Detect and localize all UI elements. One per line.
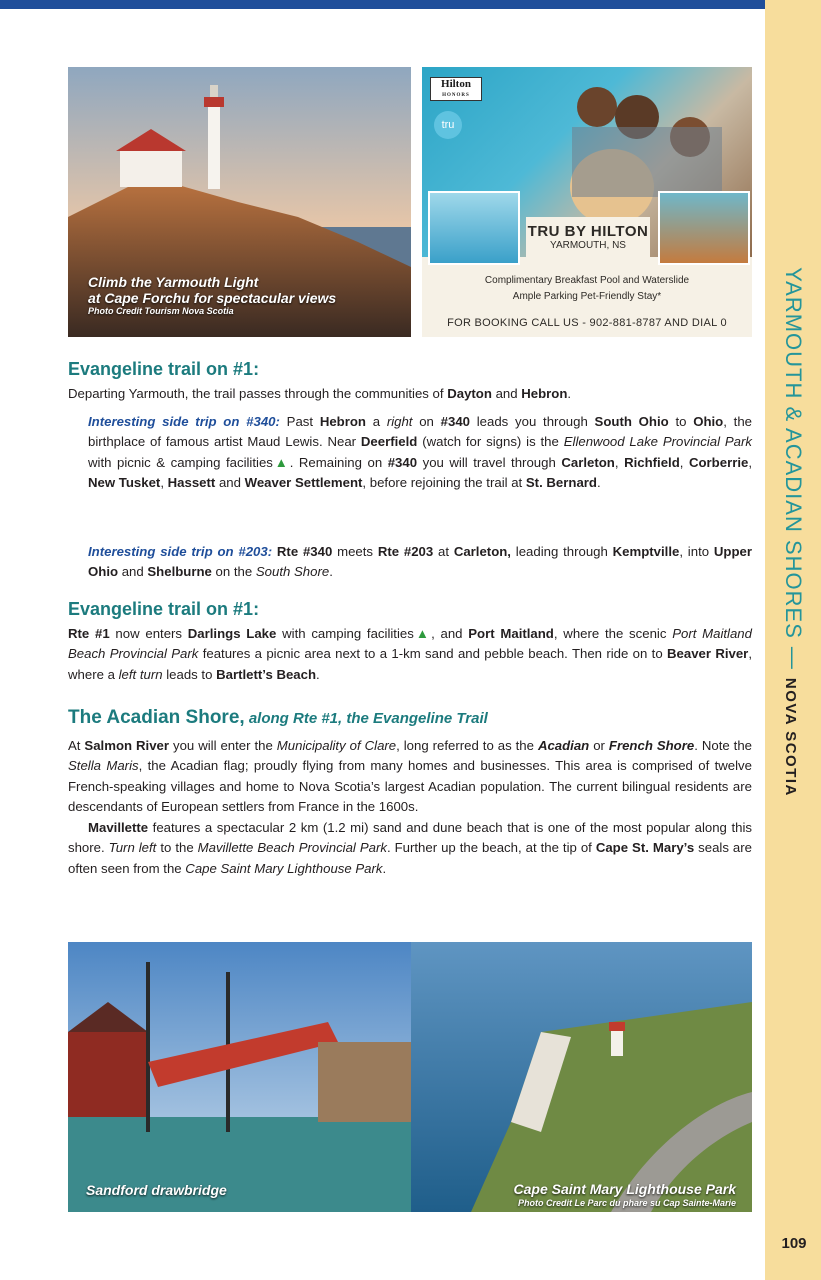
heading-evangeline-trail-1: Evangeline trail on #1: — [68, 359, 260, 379]
tru-logo: tru — [434, 111, 462, 139]
cape-saint-mary-illustration — [411, 942, 752, 1212]
hilton-honors-logo — [430, 77, 482, 101]
drawbridge-caption-text: Sandford drawbridge — [86, 1182, 227, 1198]
heading-evangeline-trail-2: Evangeline trail on #1: — [68, 599, 260, 619]
tru-by-hilton-ad — [422, 67, 752, 337]
drawbridge-illustration — [68, 942, 411, 1212]
photo-cape-saint-mary — [411, 942, 752, 1212]
lighthouse-caption — [88, 275, 336, 316]
ad-location: YARMOUTH, NS — [550, 240, 626, 251]
top-color-bar — [0, 0, 765, 9]
camping-tent-icon: ▲ — [413, 626, 432, 641]
paragraph-salmon-river: At Salmon River you will enter the Municipality of Clare, long referred to as the Acadian or French Shore. Note the Stella Maris, the Acadian flag; proudly flying from many homes and businesses. This area is comprised of twelve French-speaking villages and home to Nova Scotia’s largest Acadian population. The current bilingual residents are descendants of European settlers from France in the 1600s. — [68, 738, 752, 815]
drawbridge-caption — [86, 1183, 227, 1199]
lighthouse-photo-credit: Photo Credit Tourism Nova Scotia — [88, 306, 234, 317]
cape-saint-mary-caption-text: Cape Saint Mary Lighthouse Park — [513, 1181, 736, 1197]
paragraph-darlings-lake: Rte #1 now enters Darlings Lake with camping facilities▲, and Port Maitland, where the scenic Port Maitland Beach Provincial Park features a picnic area next to a 1-km sand and pebble beach. Then ride on to Beaver River, where a left turn leads to Bartlett’s Beach. — [68, 626, 752, 682]
paragraph-side-trip-203: Interesting side trip on #203: Rte #340 meets Rte #203 at Carleton, leading through Kemptville, into Upper Ohio and Shelburne on the South Shore. — [88, 544, 752, 580]
ad-title: TRU BY HILTON — [527, 223, 649, 240]
hilton-brand-sub: HONORS — [442, 93, 470, 98]
lighthouse-caption-line1: Climb the Yarmouth Light — [88, 274, 259, 290]
sidebar-province: NOVA SCOTIA — [782, 677, 799, 797]
ad-title-box — [526, 217, 650, 267]
page-number: 109 — [781, 1235, 807, 1252]
paragraph-side-trip-340: Interesting side trip on #340: Past Hebron a right on #340 leads you through South Ohio to Ohio, the birthplace of famous artist Maud Lewis. Near Deerfield (watch for signs) is the Ellenwood Lake Provincial Park with picnic & camping facilities▲. Remaining on #340 you will travel through Carleton, Richfield, Corberrie, New Tusket, Hassett and Weaver Settlement, before rejoining the trail at St. Bernard. — [88, 414, 753, 491]
sidebar-region: YARMOUTH & ACADIAN SHORES — [781, 267, 806, 639]
camping-tent-icon: ▲ — [272, 454, 290, 470]
ad-booking-phone: FOR BOOKING CALL US - 902-881-8787 AND DIAL 0 — [447, 317, 727, 329]
photo-yarmouth-light — [68, 67, 411, 337]
ad-breakfast-thumbnail — [658, 191, 750, 265]
ad-features-line1: Complimentary Breakfast Pool and Waterslide — [484, 275, 690, 286]
sidebar-title — [780, 267, 806, 797]
sidebar-separator: — — [781, 646, 806, 670]
heading-acadian-shore: The Acadian Shore, along Rte #1, the Evangeline Trail — [68, 707, 488, 728]
ad-features-line2: Ample Parking Pet-Friendly Stay* — [512, 291, 662, 302]
paragraph-departing-yarmouth: Departing Yarmouth, the trail passes through the communities of Dayton and Hebron. — [68, 386, 572, 401]
hilton-brand: Hilton — [441, 78, 471, 90]
lighthouse-caption-line2: at Cape Forchu for spectacular views — [88, 289, 337, 306]
paragraph-mavillette: Mavillette features a spectacular 2 km (1.2 mi) sand and dune beach that is one of the most popular along this shore. Turn left to the Mavillette Beach Provincial Park. Further up the beach, at the tip of Cape St. Mary’s seals are often seen from the Cape Saint Mary Lighthouse Park. — [68, 820, 752, 876]
cape-saint-mary-caption — [514, 1182, 737, 1208]
photo-sandford-drawbridge — [68, 942, 411, 1212]
ad-pool-thumbnail — [428, 191, 520, 265]
cape-saint-mary-photo-credit: Photo Credit Le Parc du phare su Cap Sainte-Marie — [517, 1197, 736, 1208]
